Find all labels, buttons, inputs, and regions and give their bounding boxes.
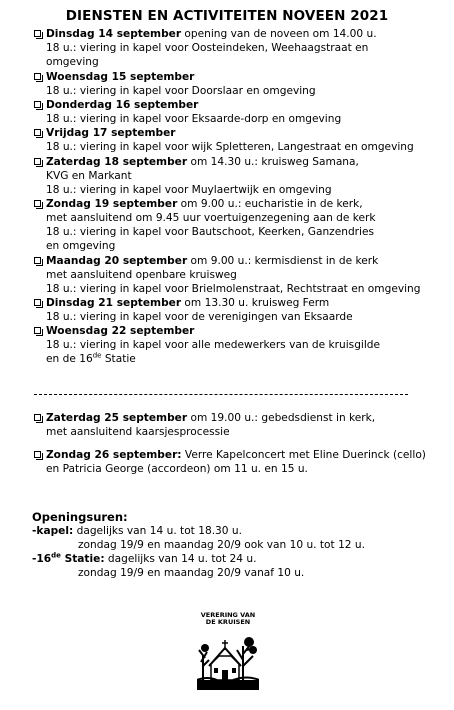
statie-label-text: -16 xyxy=(32,553,52,565)
page-title: DIENSTEN EN ACTIVITEITEN NOVEEN 2021 xyxy=(65,8,389,24)
kapel-hours-extra: zondag 19/9 en maandag 20/9 ook van 10 u. tot 12 u. xyxy=(78,539,365,551)
checkbox-icon xyxy=(34,158,41,165)
statie-hours xyxy=(32,553,256,566)
list-item xyxy=(34,71,194,84)
list-item-detail: met aansluitend kaarsjesprocessie xyxy=(46,426,230,438)
logo-text: DE KRUISEN xyxy=(205,618,251,626)
statie-text: dagelijks van 14 u. tot 24 u. xyxy=(104,553,257,565)
list-item-detail: en omgeving xyxy=(46,240,116,252)
checkbox-icon xyxy=(34,73,41,80)
statie-label xyxy=(32,553,105,565)
day-label: Zaterdag 18 september xyxy=(46,156,188,168)
day-label: Maandag 20 september xyxy=(46,255,188,267)
logo-text: VERERING VAN xyxy=(200,611,256,619)
checkbox-icon xyxy=(34,414,41,421)
checkbox-icon xyxy=(34,299,41,306)
item-text: om 13.30 u. kruisweg Ferm xyxy=(181,297,330,309)
day-label: Zondag 19 september xyxy=(46,198,178,210)
day-label: Woensdag 15 september xyxy=(46,71,195,83)
checkbox-icon xyxy=(34,451,41,458)
list-item xyxy=(34,255,378,268)
day-label: Dinsdag 21 september xyxy=(46,297,182,309)
kapel-hours xyxy=(32,525,242,538)
checkbox-icon xyxy=(34,327,41,334)
day-label: Zondag 26 september: xyxy=(46,449,182,461)
list-item-detail xyxy=(46,353,136,366)
list-item-detail: 18 u.: viering in kapel voor Bautschoot, Keerken, Ganzendries xyxy=(46,226,375,238)
checkbox-icon xyxy=(34,129,41,136)
day-label: Woensdag 22 september xyxy=(46,325,195,337)
list-item xyxy=(34,99,198,112)
list-item xyxy=(34,449,426,462)
logo xyxy=(197,612,259,694)
list-item-detail: 18 u.: viering in kapel voor Brielmolenstraat, Rechtstraat en omgeving xyxy=(46,283,421,295)
item-text: om 14.30 u.: kruisweg Samana, xyxy=(187,156,359,168)
statie-hours-extra: zondag 19/9 en maandag 20/9 vanaf 10 u. xyxy=(78,567,305,579)
day-label: Dinsdag 14 september xyxy=(46,28,182,40)
list-item xyxy=(34,297,329,310)
list-item xyxy=(34,198,363,211)
statie-label-sup: de xyxy=(51,551,61,560)
list-item xyxy=(34,127,175,140)
list-item-detail: 18 u.: viering in kapel voor Muylaertwijk en omgeving xyxy=(46,184,332,196)
list-item-detail: 18 u.: viering in kapel voor wijk Spletteren, Langestraat en omgeving xyxy=(46,141,414,153)
checkbox-icon xyxy=(34,30,41,37)
item-text: om 19.00 u.: gebedsdienst in kerk, xyxy=(187,412,376,424)
list-item-detail: 18 u.: viering in kapel voor alle medewerkers van de kruisgilde xyxy=(46,339,381,351)
kapel-label: -kapel: xyxy=(32,525,74,537)
list-item-detail: 18 u.: viering in kapel voor Doorslaar en omgeving xyxy=(46,85,316,97)
checkbox-icon xyxy=(34,101,41,108)
list-item-detail: en Patricia George (accordeon) om 11 u. en 15 u. xyxy=(46,463,308,475)
item-text: Verre Kapelconcert met Eline Duerinck (cello) xyxy=(181,449,426,461)
opening-hours-header: Openingsuren: xyxy=(32,510,128,524)
item-text: om 9.00 u.: kermisdienst in de kerk xyxy=(187,255,379,267)
list-item-detail: 18 u.: viering in kapel voor de verenigingen van Eksaarde xyxy=(46,311,353,323)
day-label: Donderdag 16 september xyxy=(46,99,199,111)
list-item-detail: omgeving xyxy=(46,56,99,68)
list-item-detail: met aansluitend om 9.45 uur voertuigenzegening aan de kerk xyxy=(46,212,376,224)
list-item xyxy=(34,28,377,41)
checkbox-icon xyxy=(34,200,41,207)
statie-text: en de 16 xyxy=(46,353,93,365)
statie-text: Statie xyxy=(101,353,136,365)
day-label: Vrijdag 17 september xyxy=(46,127,176,139)
kapel-text: dagelijks van 14 u. tot 18.30 u. xyxy=(73,525,242,537)
list-item-detail: KVG en Markant xyxy=(46,170,132,182)
list-item xyxy=(34,156,359,169)
list-item xyxy=(34,325,194,338)
checkbox-icon xyxy=(34,257,41,264)
list-item-detail: 18 u.: viering in kapel voor Eksaarde-dorp en omgeving xyxy=(46,113,342,125)
list-item xyxy=(34,412,375,425)
statie-label-text: Statie: xyxy=(60,553,105,565)
statie-sup: de xyxy=(92,351,102,360)
list-item-detail: 18 u.: viering in kapel voor Oosteindeken, Weehaagstraat en xyxy=(46,42,369,54)
day-label: Zaterdag 25 september xyxy=(46,412,188,424)
divider xyxy=(34,394,408,395)
item-text: opening van de noveen om 14.00 u. xyxy=(181,28,377,40)
chapel-drawing-icon xyxy=(197,626,259,690)
list-item-detail: met aansluitend openbare kruisweg xyxy=(46,269,237,281)
item-text: om 9.00 u.: eucharistie in de kerk, xyxy=(177,198,363,210)
